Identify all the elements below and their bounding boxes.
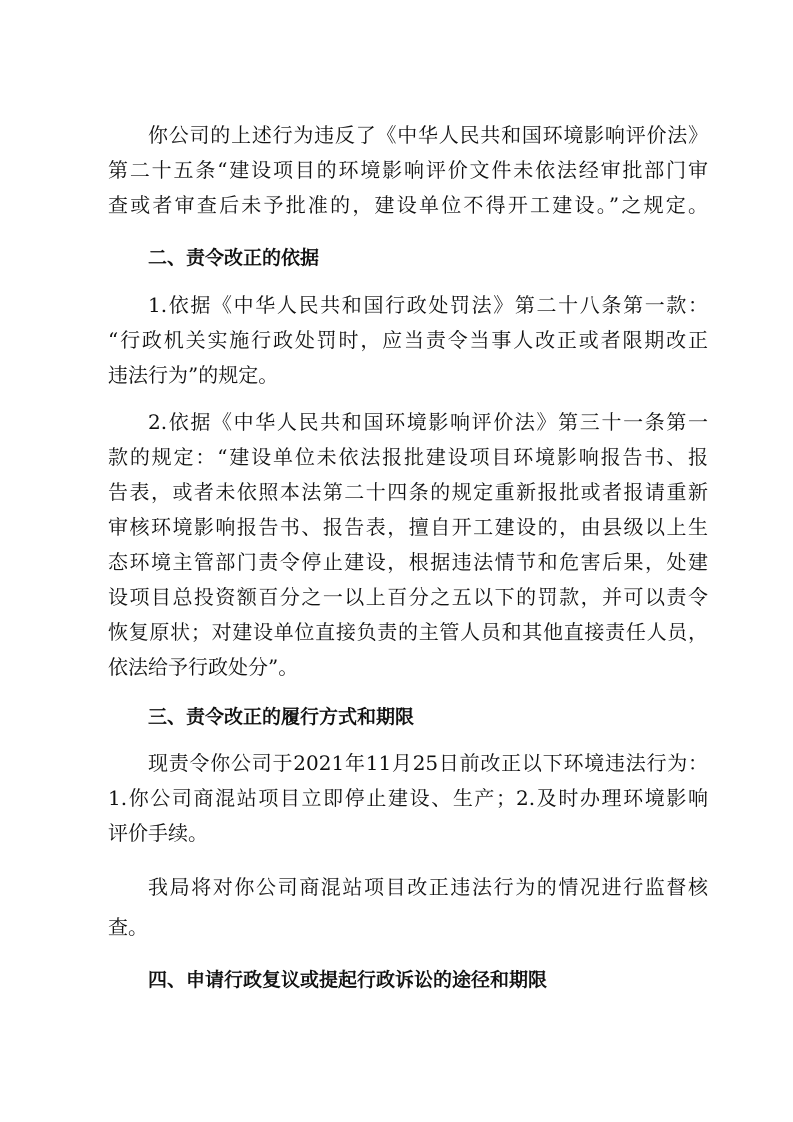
paragraph-line: 恢复原状；对建设单位直接负责的主管人员和其他直接责任人员， <box>108 620 708 644</box>
paragraph-line: 违法行为”的规定。 <box>108 363 279 387</box>
paragraph-line: 现责令你公司于2021年11月25日前改正以下环境违法行为： <box>148 751 708 775</box>
paragraph-line: 评价手续。 <box>108 821 208 845</box>
paragraph-line: 2.依据《中华人民共和国环境影响评价法》第三十一条第一 <box>148 410 708 434</box>
paragraph-line: 1.依据《中华人民共和国行政处罚法》第二十八条第一款： <box>148 293 708 317</box>
paragraph-line: 审核环境影响报告书、报告表，擅自开工建设的，由县级以上生 <box>108 515 708 539</box>
paragraph-line: 款的规定：“建设单位未依法报批建设项目环境影响报告书、报 <box>108 445 708 469</box>
paragraph-line: 态环境主管部门责令停止建设，根据违法情节和危害后果，处建 <box>108 550 708 574</box>
section-heading: 三、责令改正的履行方式和期限 <box>148 706 415 728</box>
paragraph-line: 我局将对你公司商混站项目改正违法行为的情况进行监督核 <box>148 875 708 899</box>
paragraph-line: 告表，或者未依照本法第二十四条的规定重新报批或者报请重新 <box>108 480 708 504</box>
section-heading: 二、责令改正的依据 <box>148 247 320 269</box>
paragraph-line: 设项目总投资额百分之一以上百分之五以下的罚款，并可以责令 <box>108 585 708 609</box>
paragraph-line: 查或者审查后未予批准的，建设单位不得开工建设。”之规定。 <box>108 193 708 217</box>
paragraph-line: 1.你公司商混站项目立即停止建设、生产；2.及时办理环境影响 <box>108 786 708 810</box>
paragraph-line: 查。 <box>108 915 148 939</box>
paragraph-line: 你公司的上述行为违反了《中华人民共和国环境影响评价法》 <box>148 123 708 147</box>
paragraph-line: 第二十五条“建设项目的环境影响评价文件未依法经审批部门审 <box>108 158 708 182</box>
paragraph-line: “行政机关实施行政处罚时，应当责令当事人改正或者限期改正 <box>108 328 708 352</box>
section-heading: 四、申请行政复议或提起行政诉讼的途径和期限 <box>148 969 548 991</box>
paragraph-line: 依法给予行政处分”。 <box>108 655 299 679</box>
